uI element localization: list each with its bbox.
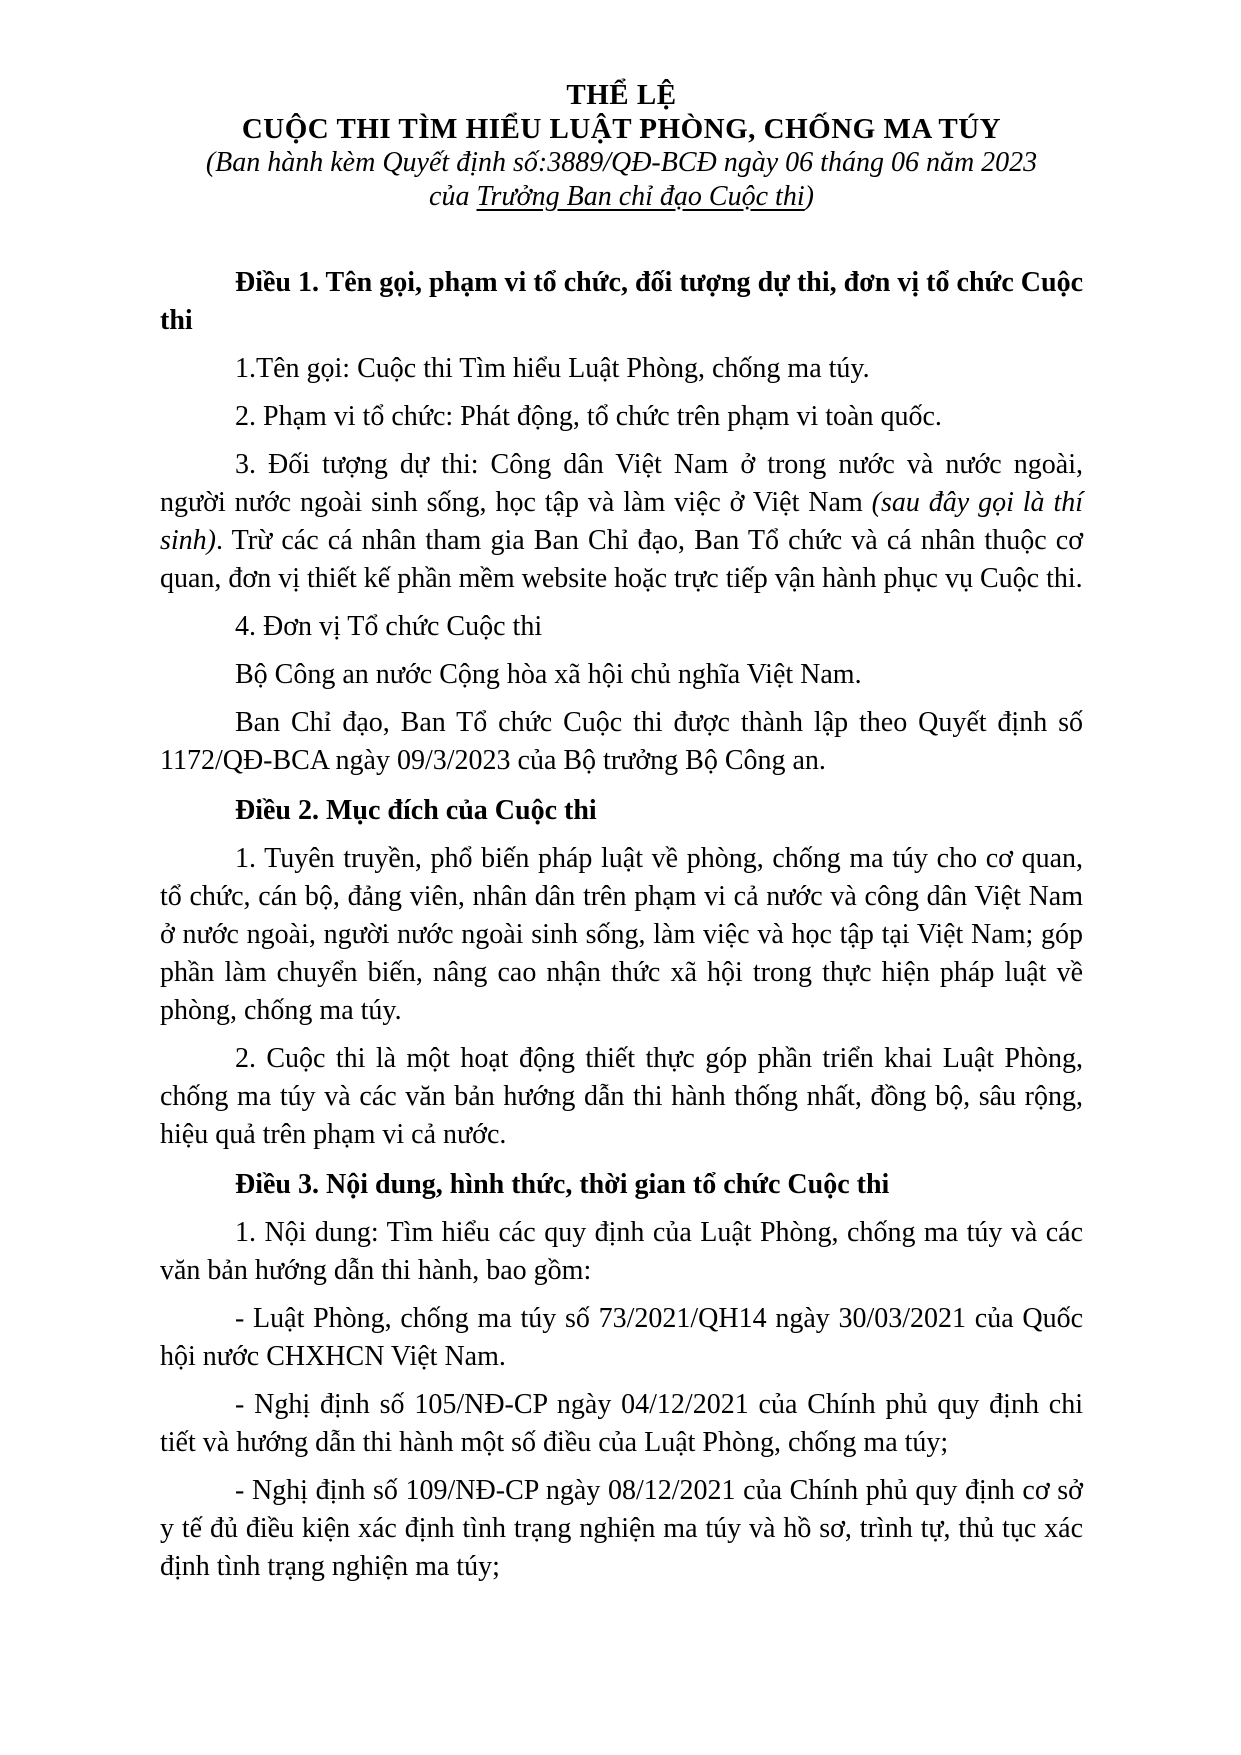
text-run: 3. Đối tượng dự thi: Công dân Việt Nam ở trong nước và nước ngoài, người nước ngoài sinh sống, học tập và làm việc ở Việt Nam: [160, 449, 1083, 518]
italic-run: (sau đây gọi là thí sinh): [160, 487, 1084, 556]
section-heading: Điều 3. Nội dung, hình thức, thời gian tổ chức Cuộc thi: [235, 1169, 890, 1200]
document-title-line2: CUỘC THI TÌM HIỂU LUẬT PHÒNG, CHỐNG MA TÚY: [241, 113, 1002, 145]
text-run: 1. Nội dung: Tìm hiểu các quy định của Luật Phòng, chống ma túy và các văn bản hướng dẫn thi hành, bao gồm:: [160, 1217, 1083, 1286]
text-run: - Nghị định số 105/NĐ-CP ngày 04/12/2021 của Chính phủ quy định chi tiết và hướng dẫn thi hành một số điều của Luật Phòng, chống ma túy;: [160, 1389, 1083, 1458]
paragraph: [160, 398, 1083, 436]
paragraph: [160, 1386, 1083, 1462]
paragraph: [160, 656, 1083, 694]
text-run: 1. Tuyên truyền, phổ biến pháp luật về phòng, chống ma túy cho cơ quan, tổ chức, cán bộ, đảng viên, nhân dân trên phạm vi cả nước và công dân Việt Nam ở nước ngoài, người nước ngoài sinh sống, làm việc và học tập tại Việt Nam; góp phần làm chuyển biến, nâng cao nhận thức xã hội trong thực hiện pháp luật về phòng, chống ma túy.: [160, 843, 1083, 1026]
paragraph: [160, 1214, 1083, 1290]
text-run: 2. Cuộc thi là một hoạt động thiết thực góp phần triển khai Luật Phòng, chống ma túy và các văn bản hướng dẫn thi hành thống nhất, đồng bộ, sâu rộng, hiệu quả trên phạm vi cả nước.: [160, 1043, 1083, 1150]
text-run: Ban Chỉ đạo, Ban Tổ chức Cuộc thi được thành lập theo Quyết định số 1172/QĐ-BCA ngày 09/3/2023 của Bộ trưởng Bộ Công an.: [160, 707, 1083, 776]
document-issued-line2: [160, 180, 1083, 214]
paragraph: [160, 1040, 1083, 1154]
section-heading: Điều 1. Tên gọi, phạm vi tổ chức, đối tượng dự thi, đơn vị tổ chức Cuộc thi: [160, 267, 1083, 336]
text-run: 1.Tên gọi: Cuộc thi Tìm hiểu Luật Phòng, chống ma túy.: [235, 353, 870, 384]
document-header: [160, 78, 1083, 214]
issued-prefix: của: [429, 181, 477, 212]
text-run: 4. Đơn vị Tổ chức Cuộc thi: [235, 611, 543, 642]
paragraph: [160, 350, 1083, 388]
document-title-line1: THỂ LỆ: [566, 79, 677, 111]
text-run: Bộ Công an nước Cộng hòa xã hội chủ nghĩa Việt Nam.: [235, 659, 862, 690]
document-body: [160, 264, 1083, 1586]
document-issued-line1: (Ban hành kèm Quyết định số:3889/QĐ-BCĐ ngày 06 tháng 06 năm 2023: [205, 147, 1038, 178]
text-run: 2. Phạm vi tổ chức: Phát động, tổ chức trên phạm vi toàn quốc.: [235, 401, 942, 432]
paragraph: [160, 608, 1083, 646]
text-run: - Luật Phòng, chống ma túy số 73/2021/QH14 ngày 30/03/2021 của Quốc hội nước CHXHCN Việt Nam.: [160, 1303, 1083, 1372]
paragraph: [160, 1472, 1083, 1586]
text-run: . Trừ các cá nhân tham gia Ban Chỉ đạo, Ban Tổ chức và cá nhân thuộc cơ quan, đơn vị thiết kế phần mềm website hoặc trực tiếp vận hành phục vụ Cuộc thi.: [160, 525, 1083, 594]
issued-suffix: ): [804, 181, 814, 212]
paragraph: [160, 704, 1083, 780]
paragraph: [160, 1300, 1083, 1376]
section-heading: Điều 2. Mục đích của Cuộc thi: [235, 795, 597, 826]
paragraph: [160, 840, 1083, 1030]
paragraph: [160, 446, 1083, 598]
issued-authority: Trưởng Ban chỉ đạo Cuộc thi: [476, 181, 805, 212]
text-run: - Nghị định số 109/NĐ-CP ngày 08/12/2021 của Chính phủ quy định cơ sở y tế đủ điều kiện xác định tình trạng nghiện ma túy và hồ sơ, trình tự, thủ tục xác định tình trạng nghiện ma túy;: [160, 1475, 1083, 1582]
